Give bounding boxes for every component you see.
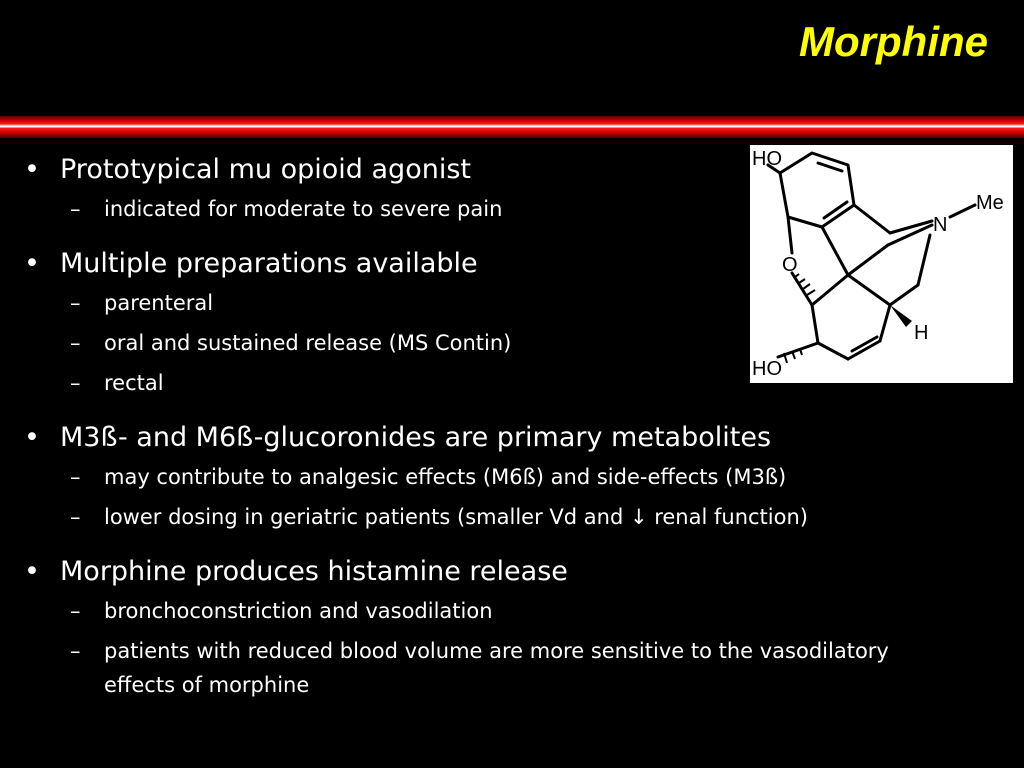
bullet-text: M3ß- and M6ß-glucoronides are primary metabolites (60, 422, 772, 453)
bullet-dot: • (24, 248, 40, 279)
label-ho-bottom: HO (752, 358, 782, 380)
sub-bullet-text: lower dosing in geriatric patients (smaller Vd and ↓ renal function) (104, 505, 808, 529)
bullet-item (22, 552, 1012, 592)
morphine-structure-drawing (750, 145, 1013, 383)
bullet-dot: • (24, 422, 40, 453)
sub-bullet-dash: – (70, 371, 81, 395)
sub-bullet-item (22, 594, 1012, 628)
sub-bullet-item (22, 500, 1012, 534)
bullet-dot: • (24, 154, 40, 185)
sub-bullet-dash: – (70, 331, 81, 355)
label-h: H (914, 322, 929, 344)
title-divider (0, 116, 1024, 138)
sub-bullet-text: oral and sustained release (MS Contin) (104, 331, 512, 355)
sub-bullet-text: rectal (104, 371, 164, 395)
sub-bullet-dash: – (70, 291, 81, 315)
sub-bullet-text: patients with reduced blood volume are more sensitive to the vasodilatory effects of morphine (104, 639, 889, 697)
sub-bullet-text: indicated for moderate to severe pain (104, 197, 503, 221)
sub-bullet-dash: – (70, 639, 81, 663)
label-ho-top: HO (752, 148, 782, 170)
sub-bullet-dash: – (70, 197, 81, 221)
sub-bullet-dash: – (70, 465, 81, 489)
sub-bullet-item (22, 460, 1012, 494)
label-me: Me (976, 192, 1004, 214)
bullet-item (22, 418, 1012, 458)
morphine-structure-image (750, 145, 1013, 383)
sub-bullet-item (22, 634, 1012, 702)
bullet-text: Morphine produces histamine release (60, 556, 568, 587)
sub-bullet-dash: – (70, 505, 81, 529)
sub-bullet-dash: – (70, 599, 81, 623)
bullet-text: Multiple preparations available (60, 248, 478, 279)
label-n: N (933, 214, 948, 236)
sub-bullet-text: parenteral (104, 291, 214, 315)
bullet-dot: • (24, 556, 40, 587)
bullet-text: Prototypical mu opioid agonist (60, 154, 471, 185)
slide-title: Morphine (799, 18, 988, 65)
sub-bullet-text: may contribute to analgesic effects (M6ß) and side-effects (M3ß) (104, 465, 787, 489)
label-o-ring: O (782, 254, 798, 276)
sub-bullet-text: bronchoconstriction and vasodilation (104, 599, 493, 623)
